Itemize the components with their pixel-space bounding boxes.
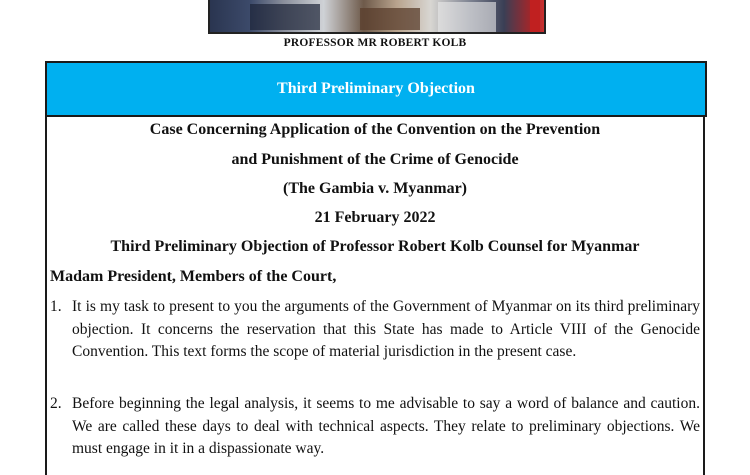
speaker-photo <box>208 0 546 34</box>
photo-caption: PROFESSOR MR ROBERT KOLB <box>283 37 467 49</box>
hearing-date: 21 February 2022 <box>314 209 436 226</box>
paragraph-text: Before beginning the legal analysis, it seems to me advisable to say a word of balance and caution. We are called these days to deal with technical aspects. They relate to preliminary objections. We must engage in it in a dispassionate way. <box>72 395 700 457</box>
paragraph-1 <box>50 296 700 364</box>
paragraph-2 <box>50 393 700 461</box>
speech-subtitle: Third Preliminary Objection of Professor Robert Kolb Counsel for Myanmar <box>110 238 640 255</box>
paragraph-text: It is my task to present to you the arguments of the Government of Myanmar on its third preliminary objection. It concerns the reservation that this State has made to Article VIII of the Genocide Convention. This text forms the scope of material jurisdiction in the present case. <box>72 298 700 360</box>
section-title: Third Preliminary Objection <box>277 80 475 97</box>
paragraph-number: 2. <box>50 395 62 412</box>
case-title-line2: and Punishment of the Crime of Genocide <box>231 151 519 168</box>
paragraph-number: 1. <box>50 298 62 315</box>
salutation: Madam President, Members of the Court, <box>50 268 337 285</box>
case-title-line1: Case Concerning Application of the Convention on the Prevention <box>149 121 601 138</box>
section-banner <box>45 61 707 117</box>
case-parties: (The Gambia v. Myanmar) <box>283 180 467 197</box>
